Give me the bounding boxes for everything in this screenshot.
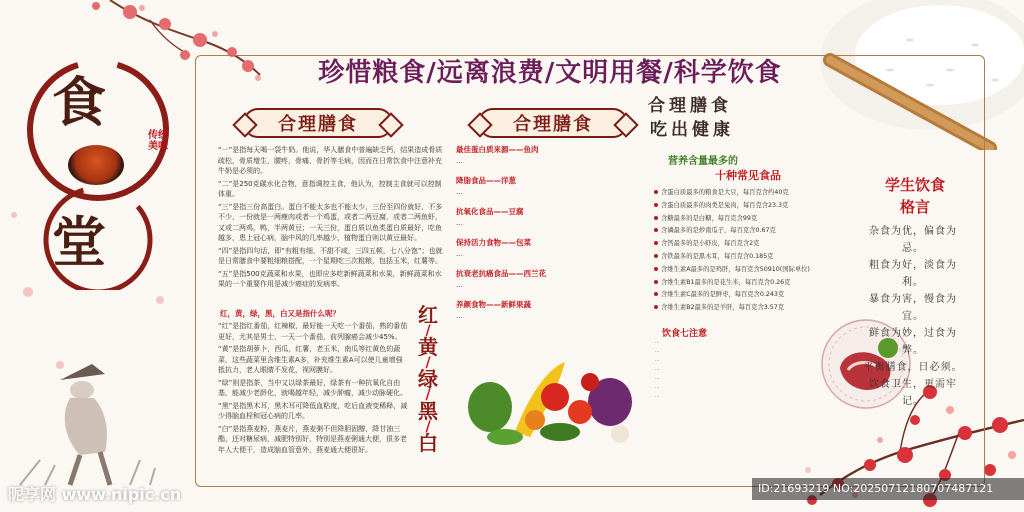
left-paragraph: “五”是指500克蔬菜和水果，也即应多吃新鲜蔬菜和水果，新鲜蔬菜和水果的一个重要作用是减少癌症的发病率。 bbox=[218, 269, 442, 288]
logo-char-top: 食 bbox=[52, 70, 106, 134]
nutri-item: 含糖最多的是白糖，每百克含99克 bbox=[654, 213, 829, 226]
nutri-item: 含维生素C最多的是鲜枣，每百克含0.243克 bbox=[654, 289, 829, 302]
logo-char-bottom: 堂 bbox=[52, 210, 106, 274]
motto-list bbox=[863, 223, 963, 410]
motto-line: 平衡膳食，日必须。 bbox=[863, 362, 963, 373]
nutri-title bbox=[668, 152, 828, 183]
left-paragraph: “四”是指四句话，即“有粗有细，不甜不咸，三四五顿，七八分饱”；也就是日常膳食中要粗细粮搭配，一个星期吃三次粗粮，包括玉米，红薯等。 bbox=[218, 246, 443, 265]
color-paragraph: “黄”是指胡萝卜，西瓜，红薯，老玉米，南瓜等红黄色的蔬菜，这些蔬菜里含维生素A多，补充维生素A可以使儿童增强抵抗力，老人眼睛不发花，视网膜好。 bbox=[218, 345, 403, 374]
banner-mid-label: 合理膳食 bbox=[513, 114, 593, 135]
mid-section-head: 抗氧化食品——豆腐 bbox=[456, 207, 524, 216]
rule-item: … bbox=[655, 376, 660, 381]
motto-line: 粗食为好，淡食为利。 bbox=[869, 260, 957, 288]
nutri-title-line-1: 营养含量最多的 bbox=[668, 156, 738, 167]
rule-item: … bbox=[655, 394, 660, 399]
mid-section-head: 最佳蛋白质来源——鱼肉 bbox=[456, 145, 539, 154]
mid-section-text: … bbox=[456, 156, 463, 165]
logo-stamp: 传统美味 bbox=[148, 130, 168, 152]
farmer-illustration bbox=[10, 360, 160, 490]
left-colors-list bbox=[218, 321, 408, 457]
mid-text-column bbox=[456, 145, 636, 331]
rules-list bbox=[655, 338, 830, 401]
vertical-colors-text: 红 / 黄 / 绿 / 黑 / 白 bbox=[418, 303, 438, 455]
color-paragraph: “绿”则是指茶，当中又以绿茶最好，绿茶有一种抗氧化自由基，能减少老龄化，就喝越年轻，减少肿瘤，减少动脉硬化。 bbox=[218, 378, 407, 397]
nutri-item: 含磷最多的是炒南瓜子，每百克含0.67克 bbox=[654, 225, 829, 238]
nutri-item: 含蛋白质最多的肉类是兔肉，每百克含23.3克 bbox=[654, 200, 829, 213]
left-paragraph: “二”是250克碳水化合物，意指调控主食，他认为，控制主食就可以控制体重。 bbox=[218, 179, 442, 198]
banner-mid bbox=[478, 108, 628, 138]
watermark: 昵享网 www.nipic.cn bbox=[8, 485, 182, 504]
nutri-item: 含蛋白质最多的粮食是大豆，每百克含约40克 bbox=[654, 187, 829, 200]
food-bowl-image bbox=[68, 145, 124, 185]
mid-section-head: 降脂食品——洋葱 bbox=[456, 176, 516, 185]
color-paragraph: “白”是指燕麦粉，燕麦片，燕麦粥不但降胆固醇，降甘油三酯，还对糖尿病，减肥特别好，特别是燕麦粥通大便，很多老年人大便干，造成脑血管意外，燕麦通大便很好。 bbox=[218, 424, 407, 454]
right-title-line-2: 格言 bbox=[899, 198, 930, 216]
color-paragraph: “黑”是指黑木耳，黑木耳可降低血粘度，吃后血液变稀释，减少得脑血栓和冠心病的几率。 bbox=[218, 401, 408, 420]
motto-line: 饮食卫生，更需牢记。 bbox=[869, 379, 957, 407]
color-paragraph: “红”是指红番茄，红辣椒，最好能一天吃一个番茄，熟的番茄更好，尤其是男士，一天一个番茄，前列腺癌会减少45%。 bbox=[218, 322, 408, 341]
right-title bbox=[860, 174, 970, 218]
image-id-bar: ID:21693219 NO:20250712180707487121 bbox=[752, 478, 1024, 500]
left-subhead: 红，黄，绿，黑，白又是指什么呢？ bbox=[220, 309, 340, 318]
nutri-item: 含维生素A最多的是鸡肝，每百克含50910(国际单位) bbox=[654, 264, 829, 277]
left-paragraph: “一”是指每天喝一袋牛奶。他说，华人膳食中普遍缺乏钙，结果造成骨质疏松，骨质增生，腰疼，骨痛，骨折等毛病，因而在日常饮食中注意补充牛奶是必须的。 bbox=[218, 146, 443, 175]
nutri-item: 含维生素B1最多的是花生米，每百克含0.26克 bbox=[654, 277, 829, 290]
banner-left bbox=[243, 108, 393, 138]
rules-title: 饮食七注意 bbox=[662, 329, 708, 339]
mid-section-text: … bbox=[456, 311, 463, 320]
motto-line: 鲜食为妙，过食为弊。 bbox=[869, 328, 957, 356]
slogan bbox=[648, 94, 818, 142]
nutri-list bbox=[654, 187, 829, 315]
mid-section-head: 养颜食物——新鲜果蔬 bbox=[456, 300, 531, 309]
rule-item: … bbox=[655, 385, 660, 390]
mid-section-text: … bbox=[456, 218, 463, 227]
rule-item: … bbox=[655, 358, 660, 363]
mid-section-head: 抗衰老抗癌食品——西兰花 bbox=[456, 269, 546, 278]
nutri-item: 含钙最多的是小虾皮，每百克含2克 bbox=[654, 238, 829, 251]
page-headline: 珍惜粮食/远离浪费/文明用餐/科学饮食 bbox=[318, 58, 782, 88]
rule-item: … bbox=[655, 349, 660, 354]
mid-section-text: … bbox=[456, 249, 463, 258]
vegetables-image bbox=[460, 352, 635, 447]
nutri-item: 含维生素B2最多的是羊肝，每百克含3.57克 bbox=[654, 302, 829, 315]
left-text-column bbox=[218, 145, 443, 292]
motto-line: 暴食为害，慢食为宜。 bbox=[869, 294, 957, 322]
left-paragraph: “三”是指三份高蛋白。蛋白不能太多也不能太少，三份至四份就好，不多不少，一份就是一两瘦肉或者一个鸡蛋，或者二两豆腐，或者二两鱼虾，又或二两鸡，鸭，半两黄豆；一天三份，蛋白质以鱼类蛋白质最好，吃鱼越多，患上冠心病，脑中风的几率越少，植物蛋白则以黄豆最好。 bbox=[218, 202, 443, 242]
rule-item: … bbox=[655, 367, 660, 372]
banner-left-label: 合理膳食 bbox=[278, 114, 358, 135]
motto-line: 杂食为优，偏食为忌。 bbox=[869, 226, 957, 254]
nutri-title-line-2: 十种常见食品 bbox=[715, 169, 781, 182]
slogan-line-1: 合理膳食 bbox=[648, 96, 732, 116]
mid-section-head: 保持活力食物——包菜 bbox=[456, 238, 531, 247]
mid-section-text: … bbox=[456, 187, 463, 196]
right-title-line-1: 学生饮食 bbox=[884, 176, 945, 194]
mid-section-text: … bbox=[456, 280, 463, 289]
nutri-item: 含铁最多的是黑木耳，每百克含0.185克 bbox=[654, 251, 829, 264]
rule-item: … bbox=[655, 340, 660, 345]
slogan-line-2: 吃出健康 bbox=[650, 120, 734, 140]
